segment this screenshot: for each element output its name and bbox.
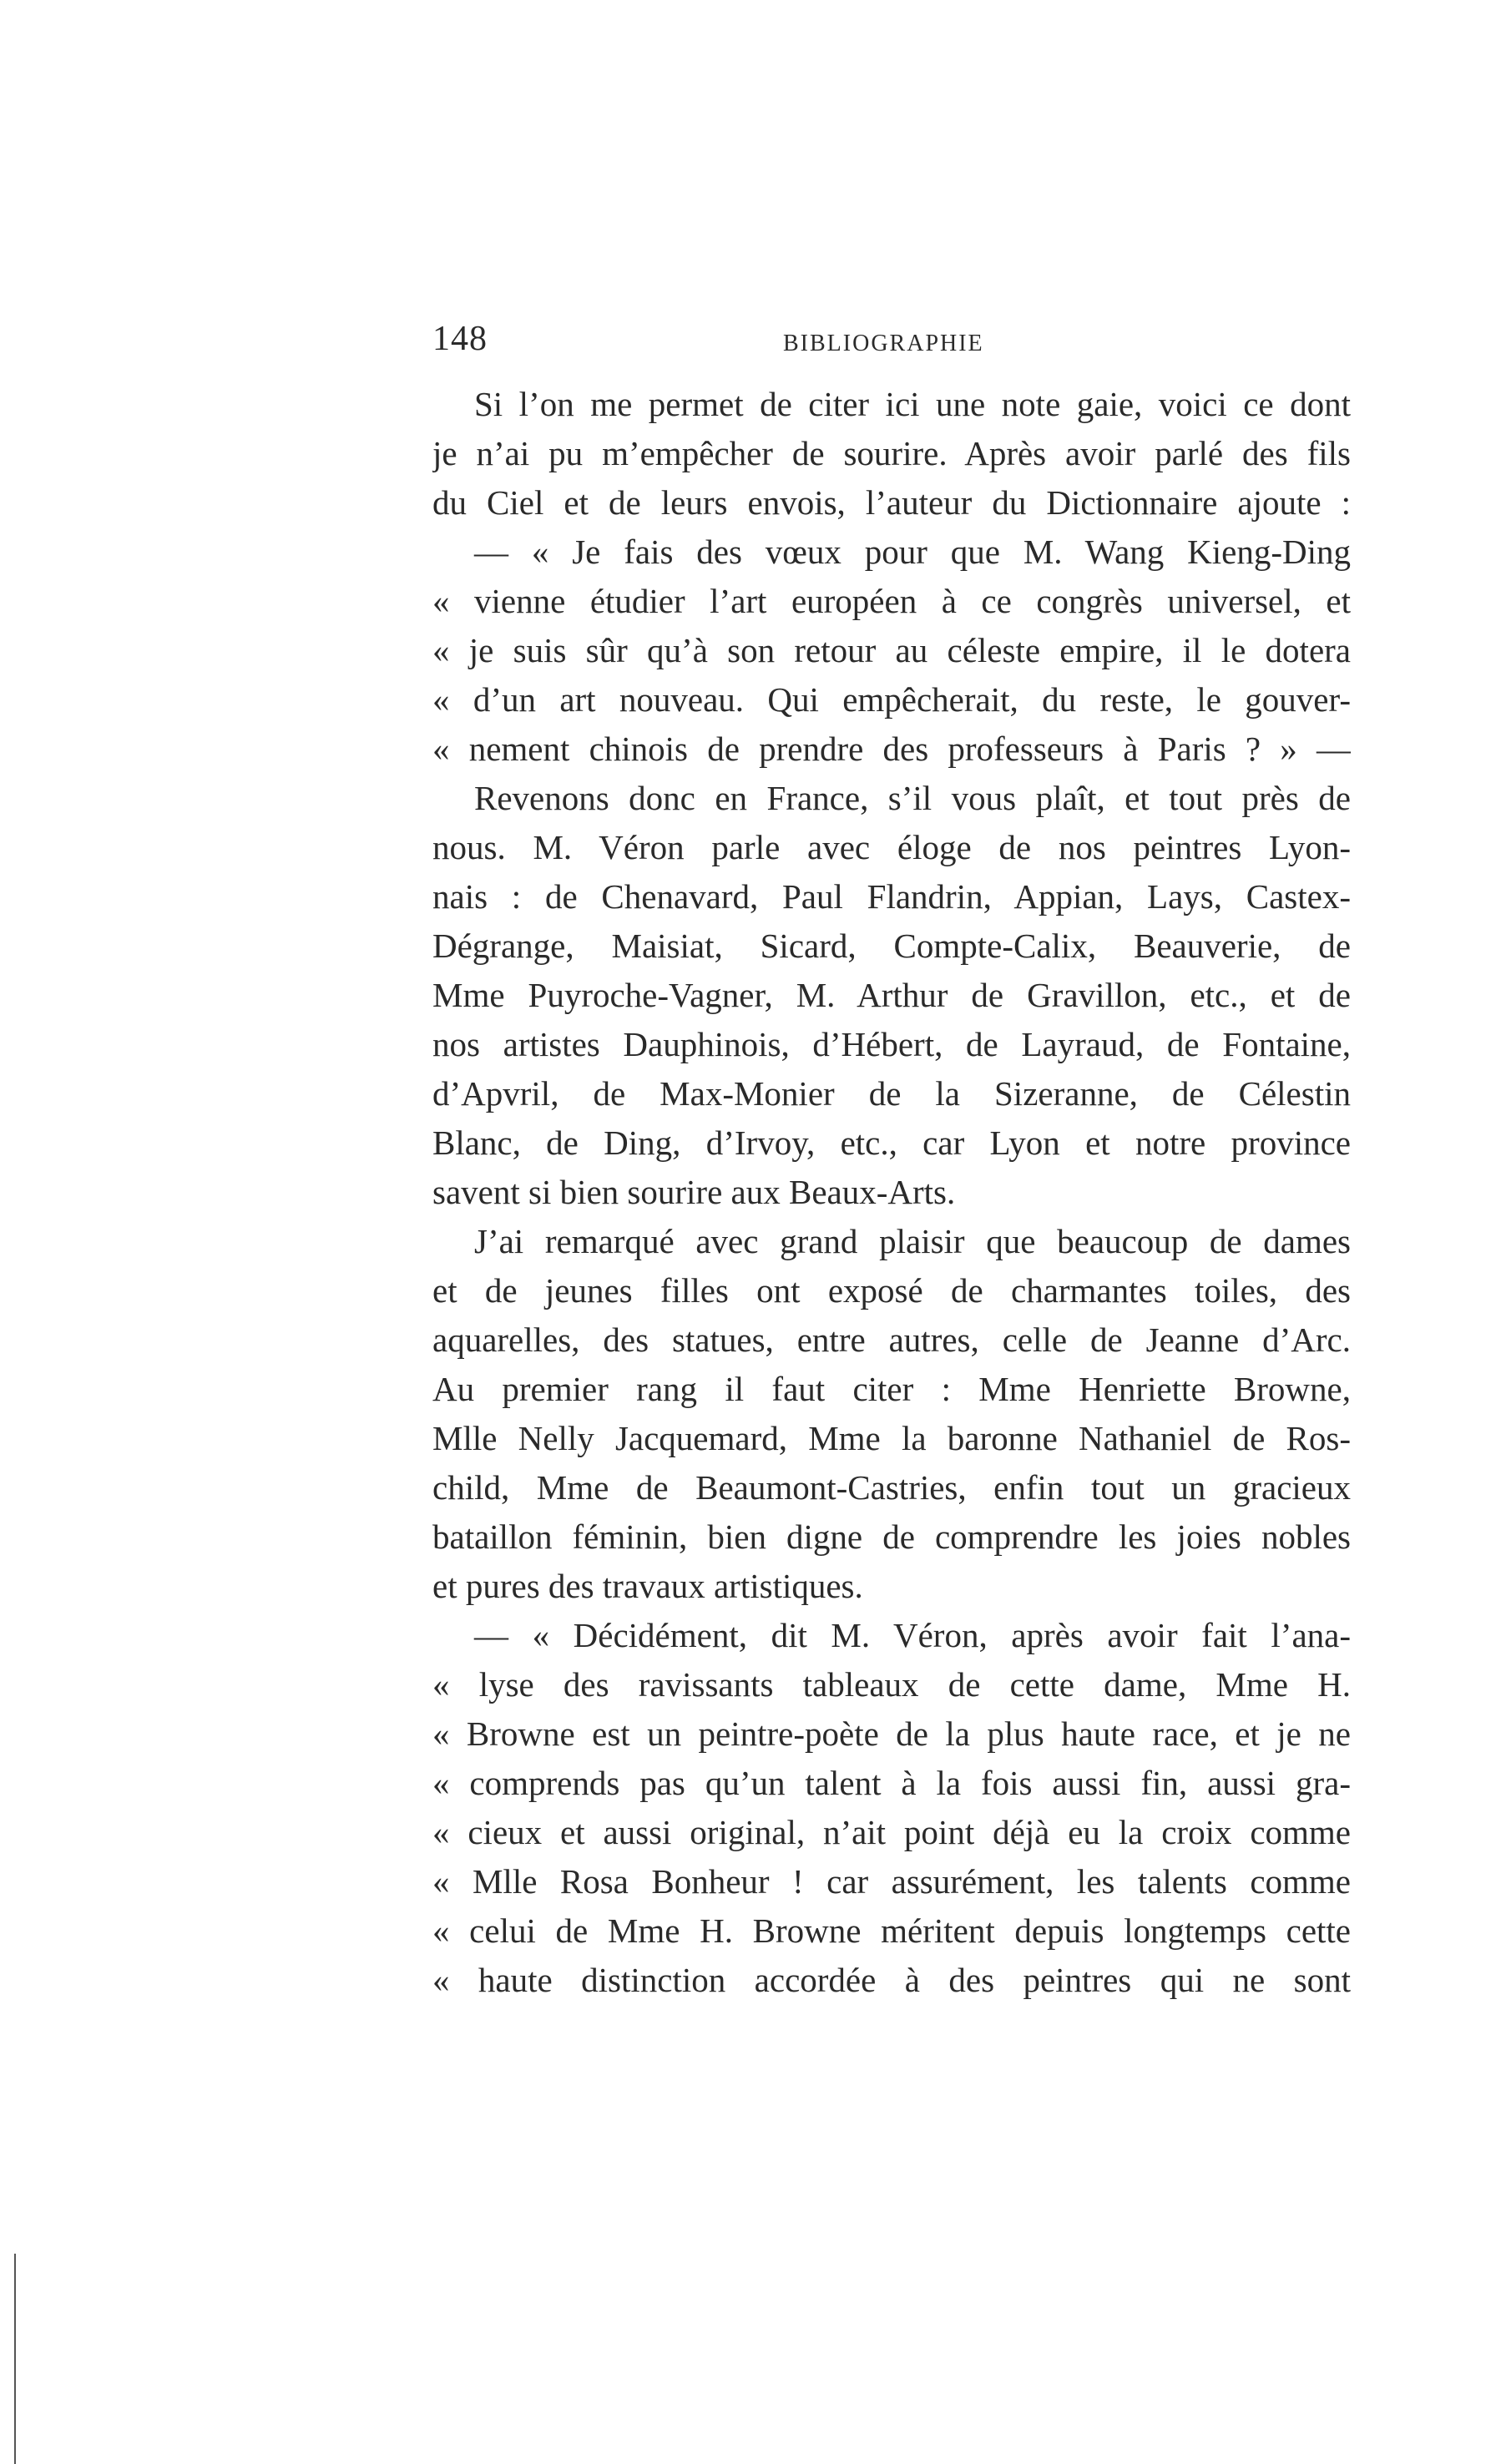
text-line: « je suis sûr qu’à son retour au céleste empire, il le dotera (432, 631, 1351, 669)
text-line: je n’ai pu m’empêcher de sourire. Après avoir parlé des fils (432, 434, 1351, 472)
text-line: Revenons donc en France, s’il vous plaît, et tout près de (474, 779, 1351, 817)
text-line: « lyse des ravissants tableaux de cette dame, Mme H. (432, 1665, 1351, 1704)
text-line: « haute distinction accordée à des peintres qui ne sont (432, 1961, 1351, 1999)
text-line: d’Apvril, de Max-Monier de la Sizeranne, de Célestin (432, 1074, 1351, 1113)
text-line: « Browne est un peintre-poète de la plus haute race, et je ne (432, 1714, 1351, 1753)
text-line: nos artistes Dauphinois, d’Hébert, de Layraud, de Fontaine, (432, 1025, 1351, 1063)
text-line: « d’un art nouveau. Qui empêcherait, du reste, le gouver- (432, 680, 1351, 719)
text-line: « comprends pas qu’un talent à la fois aussi fin, aussi gra- (432, 1764, 1351, 1802)
text-line: J’ai remarqué avec grand plaisir que beaucoup de dames (474, 1222, 1351, 1260)
text-line: bataillon féminin, bien digne de comprendre les joies nobles (432, 1517, 1351, 1556)
text-line: aquarelles, des statues, entre autres, celle de Jeanne d’Arc. (432, 1320, 1351, 1359)
body-text (432, 380, 1351, 2005)
text-line: Mlle Nelly Jacquemard, Mme la baronne Nathaniel de Ros- (432, 1419, 1351, 1457)
text-line: et de jeunes filles ont exposé de charmantes toiles, des (432, 1271, 1351, 1310)
text-line: Si l’on me permet de citer ici une note gaie, voici ce dont (474, 385, 1351, 423)
text-line: « Mlle Rosa Bonheur ! car assurément, les talents comme (432, 1862, 1351, 1901)
scan-edge-rule (14, 2254, 16, 2464)
text-line: Au premier rang il faut citer : Mme Henriette Browne, (432, 1370, 1351, 1408)
running-head (432, 319, 1351, 369)
text-line: nais : de Chenavard, Paul Flandrin, Appian, Lays, Castex- (432, 877, 1351, 916)
text-line: « nement chinois de prendre des professeurs à Paris ? » — (432, 730, 1351, 768)
text-line: Mme Puyroche-Vagner, M. Arthur de Gravillon, etc., et de (432, 976, 1351, 1014)
text-line: savent si bien sourire aux Beaux-Arts. (432, 1173, 956, 1211)
text-line: « vienne étudier l’art européen à ce congrès universel, et (432, 582, 1351, 620)
text-line: du Ciel et de leurs envois, l’auteur du Dictionnaire ajoute : (432, 483, 1351, 522)
text-line: « celui de Mme H. Browne méritent depuis longtemps cette (432, 1911, 1351, 1950)
text-line: et pures des travaux artistiques. (432, 1567, 863, 1605)
page-number: 148 (432, 320, 488, 358)
text-line: Blanc, de Ding, d’Irvoy, etc., car Lyon et notre province (432, 1123, 1351, 1162)
text-line: — « Je fais des vœux pour que M. Wang Kieng-Ding (474, 533, 1351, 571)
text-line: Dégrange, Maisiat, Sicard, Compte-Calix, Beauverie, de (432, 927, 1351, 965)
text-line: child, Mme de Beaumont-Castries, enfin tout un gracieux (432, 1468, 1351, 1507)
running-title: BIBLIOGRAPHIE (783, 331, 984, 356)
text-line: — « Décidément, dit M. Véron, après avoir fait l’ana- (474, 1616, 1351, 1654)
text-line: nous. M. Véron parle avec éloge de nos peintres Lyon- (432, 828, 1351, 866)
text-line: « cieux et aussi original, n’ait point déjà eu la croix comme (432, 1813, 1351, 1851)
